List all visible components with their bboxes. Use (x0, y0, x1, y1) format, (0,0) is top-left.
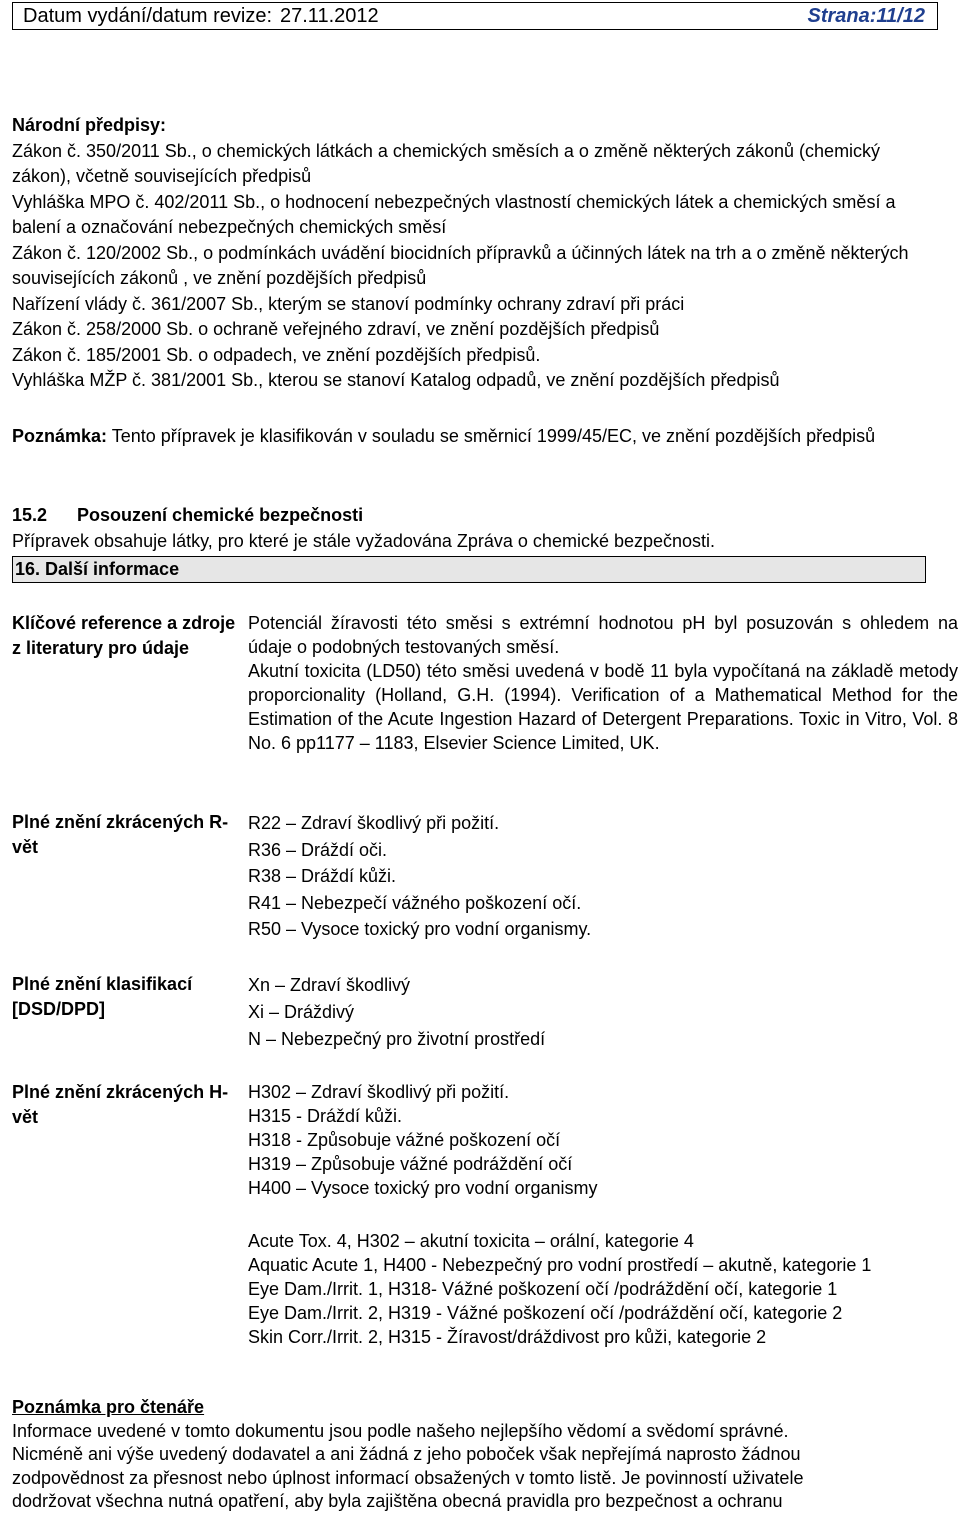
reader-note-line: Informace uvedené v tomto dokumentu jsou podle našeho nejlepšího vědomí a svědomí správné. (12, 1420, 789, 1441)
h-phrase-item: H319 – Způsobuje vážné podráždění očí (248, 1154, 573, 1174)
reference-paragraph: Akutní toxicita (LD50) této směsi uvedená v bodě 11 byla vypočítaná na základě metody proporcionality (Holland, G.H. (1994). Verification of a Mathematical Method for the Estimation of the Acute Ingestion Hazard of Detergent Preparations. Toxic in Vitro, Vol. 8 No. 6 pp1177 – 1183, Elsevier Science Limited, UK. (248, 661, 958, 753)
classification-item: N – Nebezpečný pro životní prostředí (248, 1029, 546, 1049)
regulation-item: Zákon č. 350/2011 Sb., o chemických látkách a chemických směsích a o změně některých zákonů (chemický zákon), včetně souvisejících předpisů (12, 140, 881, 186)
classification-item: Xi – Dráždivý (248, 1002, 355, 1022)
page-number (808, 3, 925, 29)
hazard-category-item: Skin Corr./Irrit. 2, H315 - Žíravost/dráždivost pro kůži, kategorie 2 (248, 1327, 767, 1347)
r-phrase-item: R38 – Dráždí kůži. (248, 866, 397, 886)
document-header (12, 2, 938, 30)
remark-text: Tento přípravek je klasifikován v souladu se směrnicí 1999/45/EC, ve znění pozdějších předpisů (107, 426, 876, 446)
revision-date (23, 3, 379, 29)
reader-note-line: zodpovědnost za přesnost nebo úplnost informací obsažených v tomto listě. Je povinností uživatele (12, 1467, 804, 1488)
section-title: Posouzení chemické bezpečnosti (77, 505, 364, 525)
hazard-category-item: Acute Tox. 4, H302 – akutní toxicita – orální, kategorie 4 (248, 1231, 694, 1251)
r-phrases-label: Plné znění zkrácených R-vět (12, 812, 229, 857)
regulation-item: Zákon č. 258/2000 Sb. o ochraně veřejného zdraví, ve znění pozdějších předpisů (12, 319, 660, 339)
page-number-value: 11/12 (876, 5, 925, 27)
hazard-category-item: Eye Dam./Irrit. 2, H319 - Vážné poškození očí /podráždění očí, kategorie 2 (248, 1303, 843, 1323)
h-phrase-item: H318 - Způsobuje vážné poškození očí (248, 1130, 561, 1150)
references-text (248, 611, 958, 755)
h-phrase-item: H400 – Vysoce toxický pro vodní organismy (248, 1178, 598, 1198)
h-phrases-label: Plné znění zkrácených H-vět (12, 1082, 229, 1127)
page-number-label: Strana: (807, 5, 877, 27)
h-phrase-item: H302 – Zdraví škodlivý při požití. (248, 1082, 510, 1102)
section-16-heading: 16. Další informace (12, 556, 926, 583)
classifications-list (248, 972, 958, 1053)
regulation-item: Zákon č. 185/2001 Sb. o odpadech, ve znění pozdějších předpisů. (12, 344, 541, 365)
r-phrases-list (248, 810, 958, 943)
section-text: Přípravek obsahuje látky, pro které je stále vyžadována Zpráva o chemické bezpečnosti. (12, 530, 716, 551)
classifications-label: Plné znění klasifikací [DSD/DPD] (12, 974, 193, 1019)
hazard-category-item: Eye Dam./Irrit. 1, H318- Vážné poškození očí /podráždění očí, kategorie 1 (248, 1279, 838, 1299)
reader-note-line: Nicméně ani výše uvedený dodavatel a ani žádná z jeho poboček však nepřejímá naprosto žádnou (12, 1444, 801, 1464)
reader-note-line: dodržovat všechna nutná opatření, aby byla zajištěna obecná pravidla pro bezpečnost a ochranu (12, 1491, 783, 1511)
reader-note (12, 1396, 942, 1514)
section-15-2 (12, 503, 942, 554)
regulation-item: Nařízení vlády č. 361/2007 Sb., kterým se stanoví podmínky ochrany zdraví při práci (12, 293, 685, 314)
r-phrase-item: R22 – Zdraví škodlivý při požití. (248, 813, 500, 833)
r-phrase-item: R36 – Dráždí oči. (248, 839, 388, 860)
r-phrase-item: R50 – Vysoce toxický pro vodní organismy. (248, 919, 592, 939)
national-regulations-title: Národní předpisy: (12, 115, 167, 135)
regulation-item: Vyhláška MŽP č. 381/2001 Sb., kterou se stanoví Katalog odpadů, ve znění pozdějších předpisů (12, 370, 780, 390)
references-label: Klíčové reference a zdroje z literatury pro údaje (12, 613, 236, 658)
h-phrases-list (248, 1080, 958, 1200)
r-phrase-item: R41 – Nebezpečí vážného poškození očí. (248, 892, 582, 913)
reference-paragraph: Potenciál žíravosti této směsi s extrémní hodnotou pH byl posuzován s ohledem na údaje o podobných testovaných směsí. (248, 613, 958, 657)
hazard-categories-list (248, 1229, 948, 1349)
regulation-item: Zákon č. 120/2002 Sb., o podmínkách uvádění biocidních přípravků a účinných látek na trh a o změně některých souvisejících zákonů , ve znění pozdějších předpisů (12, 242, 909, 288)
hazard-category-item: Aquatic Acute 1, H400 - Nebezpečný pro vodní prostředí – akutně, kategorie 1 (248, 1255, 872, 1275)
section-number: 15.2 (12, 505, 48, 525)
reader-note-title: Poznámka pro čtenáře (12, 1397, 205, 1417)
h-phrase-item: H315 - Dráždí kůži. (248, 1106, 403, 1126)
national-regulations (12, 113, 942, 394)
regulation-item: Vyhláška MPO č. 402/2011 Sb., o hodnocení nebezpečných vlastností chemických látek a chemických směsí a balení a označování nebezpečných chemických směsí (12, 191, 896, 237)
revision-date-value: 27.11.2012 (280, 5, 379, 27)
classification-item: Xn – Zdraví škodlivý (248, 975, 411, 995)
revision-date-label: Datum vydání/datum revize: (23, 5, 272, 27)
classification-remark (12, 424, 942, 450)
remark-label: Poznámka: (12, 426, 108, 446)
